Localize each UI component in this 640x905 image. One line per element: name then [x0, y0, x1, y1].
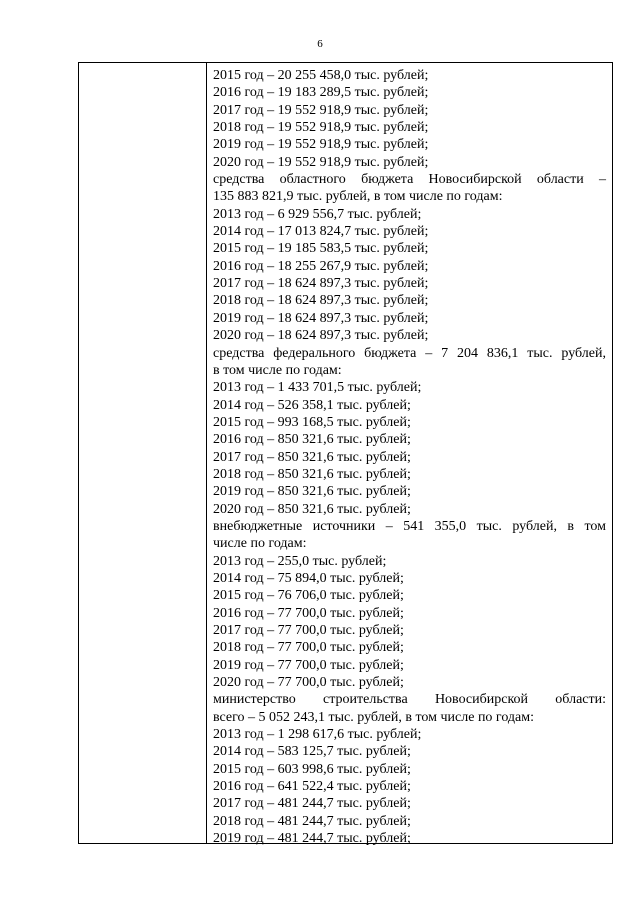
funding-year-line: 2015 год – 76 706,0 тыс. рублей; [213, 588, 404, 604]
table-left-cell [79, 63, 207, 843]
construction-ministry-total: всего – 5 052 243,1 тыс. рублей, в том числе по годам: [213, 709, 535, 725]
funding-year-line: 2019 год – 18 624 897,3 тыс. рублей; [213, 310, 429, 326]
funding-year-line: 2017 год – 19 552 918,9 тыс. рублей; [213, 102, 429, 118]
funding-year-line: 2018 год – 18 624 897,3 тыс. рублей; [213, 293, 429, 309]
funding-year-line: 2020 год – 19 552 918,9 тыс. рублей; [213, 154, 429, 170]
regional-budget-total: 135 883 821,9 тыс. рублей, в том числе по годам: [213, 189, 503, 205]
page-number: 6 [317, 38, 323, 50]
funding-year-line: 2020 год – 77 700,0 тыс. рублей; [213, 675, 404, 691]
funding-year-line: 2016 год – 18 255 267,9 тыс. рублей; [213, 258, 429, 274]
funding-year-line: 2018 год – 850 321,6 тыс. рублей; [213, 466, 411, 482]
funding-year-line: 2014 год – 75 894,0 тыс. рублей; [213, 570, 404, 586]
table-right-cell [207, 63, 612, 847]
funding-year-line: 2018 год – 19 552 918,9 тыс. рублей; [213, 120, 429, 136]
extrabudgetary-subheading: числе по годам: [213, 536, 307, 552]
funding-year-line: 2019 год – 481 244,7 тыс. рублей; [213, 831, 411, 847]
funding-year-line: 2013 год – 1 433 701,5 тыс. рублей; [213, 380, 422, 396]
construction-ministry-heading: министерство строительства Новосибирской области: [213, 692, 606, 708]
funding-year-line: 2020 год – 18 624 897,3 тыс. рублей; [213, 328, 429, 344]
funding-year-line: 2019 год – 19 552 918,9 тыс. рублей; [213, 137, 429, 153]
funding-year-line: 2013 год – 6 929 556,7 тыс. рублей; [213, 206, 422, 222]
funding-year-line: 2017 год – 77 700,0 тыс. рублей; [213, 623, 404, 638]
funding-year-line: 2013 год – 255,0 тыс. рублей; [213, 553, 387, 569]
funding-year-line: 2014 год – 526 358,1 тыс. рублей; [213, 397, 411, 413]
funding-year-line: 2017 год – 850 321,6 тыс. рублей; [213, 449, 411, 465]
funding-year-line: 2018 год – 481 244,7 тыс. рублей; [213, 813, 411, 829]
regional-budget-heading: средства областного бюджета Новосибирской области – [213, 172, 606, 188]
federal-budget-heading: средства федерального бюджета – 7 204 836,1 тыс. рублей, [213, 345, 606, 361]
funding-year-line: 2014 год – 17 013 824,7 тыс. рублей; [213, 224, 429, 240]
funding-year-line: 2013 год – 1 298 617,6 тыс. рублей; [213, 727, 422, 743]
funding-table [78, 62, 613, 847]
funding-year-line: 2016 год – 641 522,4 тыс. рублей; [213, 779, 411, 795]
funding-year-line: 2015 год – 993 168,5 тыс. рублей; [213, 414, 411, 430]
extrabudgetary-heading: внебюджетные источники – 541 355,0 тыс. рублей, в том [213, 518, 606, 534]
funding-year-line: 2016 год – 19 183 289,5 тыс. рублей; [213, 85, 429, 101]
funding-year-line: 2016 год – 850 321,6 тыс. рублей; [213, 432, 411, 448]
funding-year-line: 2015 год – 603 998,6 тыс. рублей; [213, 761, 411, 777]
funding-year-line: 2016 год – 77 700,0 тыс. рублей; [213, 605, 404, 621]
funding-year-line: 2015 год – 19 185 583,5 тыс. рублей; [213, 241, 429, 257]
funding-year-line: 2017 год – 18 624 897,3 тыс. рублей; [213, 276, 429, 292]
funding-year-line: 2014 год – 583 125,7 тыс. рублей; [213, 744, 411, 760]
funding-year-line: 2019 год – 850 321,6 тыс. рублей; [213, 484, 411, 500]
funding-year-line: 2015 год – 20 255 458,0 тыс. рублей; [213, 68, 429, 83]
funding-year-line: 2018 год – 77 700,0 тыс. рублей; [213, 640, 404, 656]
funding-year-line: 2020 год – 850 321,6 тыс. рублей; [213, 501, 411, 517]
funding-year-line: 2017 год – 481 244,7 тыс. рублей; [213, 796, 411, 812]
federal-budget-subheading: в том числе по годам: [213, 362, 342, 378]
funding-year-line: 2019 год – 77 700,0 тыс. рублей; [213, 657, 404, 673]
